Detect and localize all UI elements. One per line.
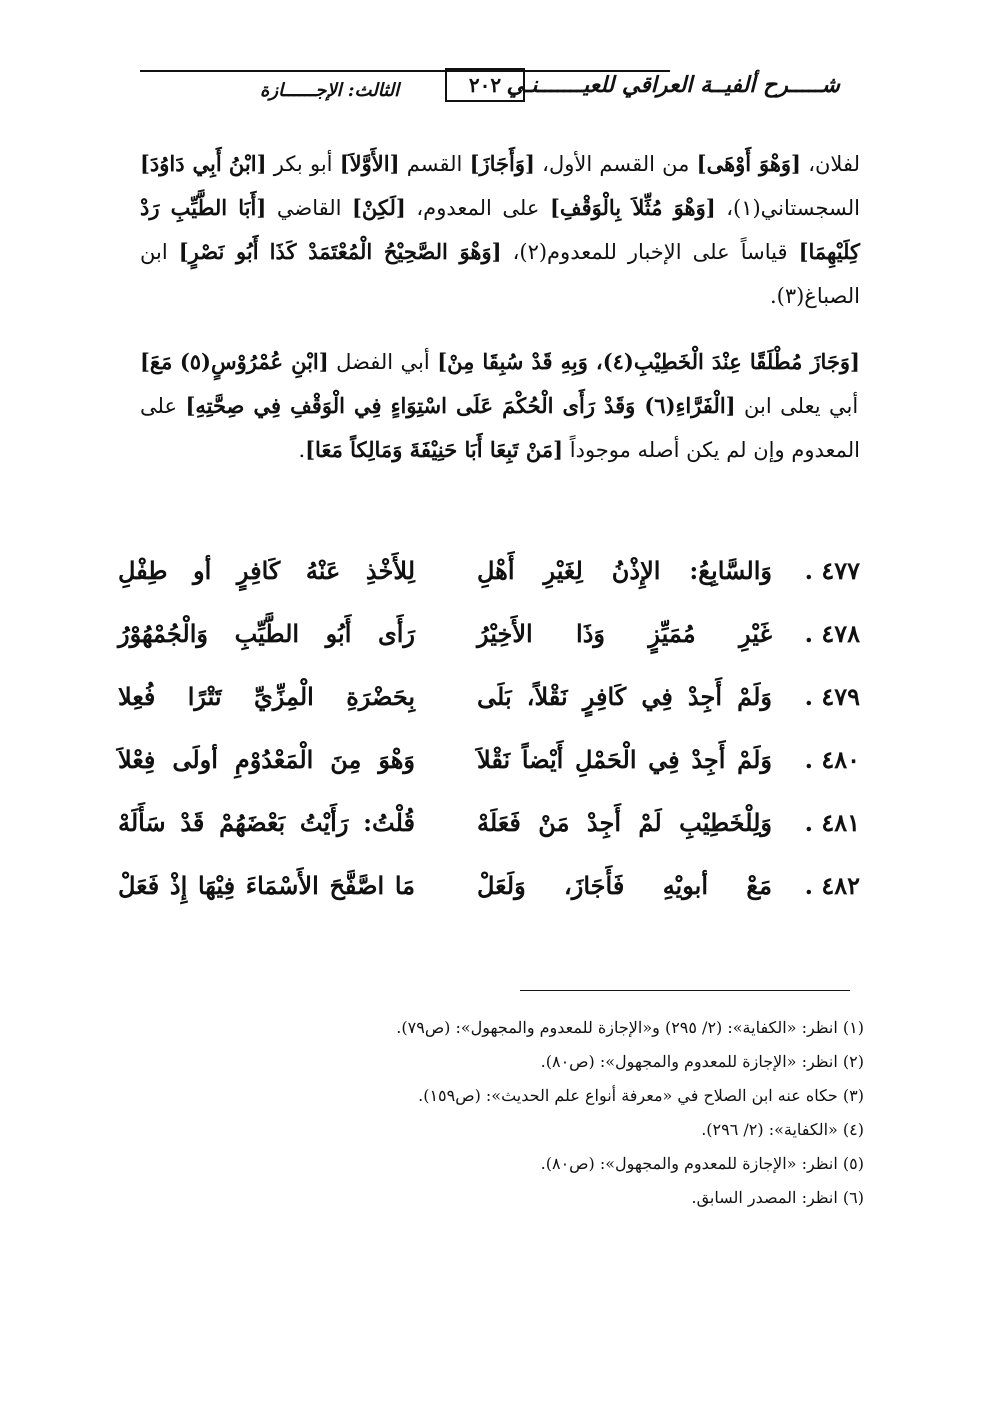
paragraph-1 — [140, 142, 860, 318]
page-number: ٢٠٢ — [445, 68, 525, 102]
footnote-item: (٦) انظر: المصدر السابق. — [691, 1188, 864, 1207]
verse-quote: [وَهْوَ الصَّحِيْحُ الْمُعْتَمَدْ كَذَا — [269, 239, 502, 264]
verse-second-hemistich: لِلأَخْذِ عَنْهُ كَافِرٍ أو طِفْلِ — [118, 556, 415, 585]
verse-row — [118, 611, 860, 674]
text-segment: السجستاني(١)، — [715, 196, 861, 220]
footnote-item: (٤) «الكفاية»: (٢/ ٢٩٦). — [701, 1120, 864, 1139]
verse-quote: [لَكِنْ] — [352, 195, 406, 220]
verse-second-hemistich: وَهْوَ مِنَ الْمَعْدُوْمِ أولَى فِعْلاَ — [118, 745, 415, 774]
paragraph-1-line-1 — [222, 152, 860, 176]
footnotes — [214, 1014, 864, 1218]
paragraph-2-line-1 — [172, 350, 860, 374]
verse-quote: [أَبَا الطَّيِّبِ رَدْ كِلَيْهِمَا] — [140, 195, 861, 264]
page-header — [140, 62, 840, 120]
verse-list — [118, 548, 860, 926]
verse-number: ٤٨٢ . — [804, 871, 860, 900]
verse-quote: [الْفَرَّاءِ(٦) وَقَدْ رَأَى الْحُكْمَ عَلَى اسْتِوَاءٍ فِي الْوَقْفِ فِي صِحَّتِهِ] — [185, 393, 736, 418]
verse-quote: أَبِي دَاوُدَ] — [140, 151, 222, 176]
text-segment: القاضي — [276, 196, 352, 220]
verse-first-hemistich: وَلَمْ أَجِدْ فِي الْحَمْلِ أَيْضاً نَقْلاَ — [477, 745, 772, 774]
text-segment: أبي الفضل — [328, 350, 438, 374]
verse-first-hemistich: وَالسَّابِعُ: الإِذْنُ لِغَيْرِ أَهْلِ — [477, 556, 772, 585]
text-segment: قياساً على الإخبار للمعدوم(٢)، — [501, 240, 799, 264]
footnote-item: (٣) حكاه عنه ابن الصلاح في «معرفة أنواع علم الحديث»: (ص١٥٩). — [418, 1086, 864, 1105]
text-segment: أبو بكر — [266, 152, 340, 176]
verse-number: ٤٨٠ . — [804, 745, 860, 774]
paragraph-2 — [140, 340, 860, 472]
verse-quote: [ابْنُ — [228, 151, 267, 176]
verse-quote: [وَهْوَ أَوْهَى] — [696, 151, 801, 176]
footnote-item: (١) انظر: «الكفاية»: (٢/ ٢٩٥) و«الإجازة للمعدوم والمجهول»: (ص٧٩). — [396, 1018, 864, 1037]
text-segment: أبي يعلى ابن — [735, 394, 859, 418]
verse-row — [118, 863, 860, 926]
text-segment: . — [298, 438, 306, 462]
verse-quote: مَعَ] — [140, 349, 173, 374]
commentary-text — [140, 142, 860, 472]
verse-first-hemistich: وَلِلْخَطِيْبِ لَمْ أَجِدْ مَنْ فَعَلَهْ — [477, 808, 772, 837]
verse-number: ٤٧٧ . — [804, 556, 860, 585]
footnote-item: (٢) انظر: «الإجازة للمعدوم والمجهول»: (ص٨٠). — [540, 1052, 864, 1071]
footnote-item: (٥) انظر: «الإجازة للمعدوم والمجهول»: (ص٨٠). — [540, 1154, 864, 1173]
verse-row — [118, 548, 860, 611]
verse-second-hemistich: مَا اصَّفَّحَ الأَسْمَاءَ فِيْهَا إِذْ فَعَلْ — [118, 871, 415, 900]
verse-second-hemistich: رَأَى أَبُو الطَّيِّبِ وَالْجُمْهُوْرُ — [118, 619, 415, 648]
verse-first-hemistich: وَلَمْ أَجِدْ فِي كَافِرٍ نَقْلاً، بَلَى — [477, 682, 772, 711]
footnote-divider — [520, 990, 850, 991]
verse-quote: [مَنْ تَبِعَا أَبَا حَنِيْفَةَ وَمَالِكاً مَعَا] — [305, 437, 564, 462]
book-title: شـــــرح ألفيــة العراقي للعيـــــــنـي — [506, 72, 840, 98]
text-segment: القسم — [399, 152, 470, 176]
verse-quote: [ابْنِ عُمْرُوْسٍ(٥) — [179, 349, 329, 374]
verse-quote: أَبُو نَصْرٍ] — [178, 239, 259, 264]
paragraph-2-line-3 — [298, 438, 860, 462]
verse-first-hemistich: غَيْرِ مُمَيِّزٍ وَذَا الأَخِيْرُ — [477, 619, 772, 648]
verse-row — [118, 674, 860, 737]
verse-second-hemistich: بِحَضْرَةِ الْمِزِّيِّ تَتْرًا فُعِلا — [118, 682, 415, 711]
verse-number: ٤٧٩ . — [804, 682, 860, 711]
text-segment: لفلان، — [801, 152, 860, 176]
verse-row — [118, 737, 860, 800]
verse-quote: [وَأَجَازَ] — [469, 151, 535, 176]
verse-first-hemistich: مَعْ أبويْهِ فَأَجَازَ، وَلَعَلْ — [477, 871, 772, 900]
verse-quote: [وَجَازَ مُطْلَقًا عِنْدَ الْخَطِيْبِ(٤)، وَبِهِ قَدْ سُبِقَا مِنْ] — [437, 349, 860, 374]
verse-quote: [وَهْوَ مُثِّلاَ بِالْوَقْفِ] — [549, 195, 716, 220]
text-segment: على المعدوم، — [405, 196, 550, 220]
verse-row — [118, 800, 860, 863]
verse-second-hemistich: قُلْتُ: رَأَيْتُ بَعْضَهُمْ قَدْ سَأَلَهْ — [118, 808, 415, 837]
section-title: الثالث: الإجــــــازة — [260, 80, 400, 101]
verse-number: ٤٧٨ . — [804, 619, 860, 648]
text-segment: المعدوم وإن لم يكن أصله موجوداً — [563, 438, 860, 462]
text-segment: من القسم الأول، — [534, 152, 697, 176]
verse-number: ٤٨١ . — [804, 808, 860, 837]
verse-quote: [الأَوَّلاَ] — [339, 151, 400, 176]
text-segment: ابن الصباغ(٣). — [140, 240, 860, 308]
text-segment: على — [140, 394, 186, 418]
